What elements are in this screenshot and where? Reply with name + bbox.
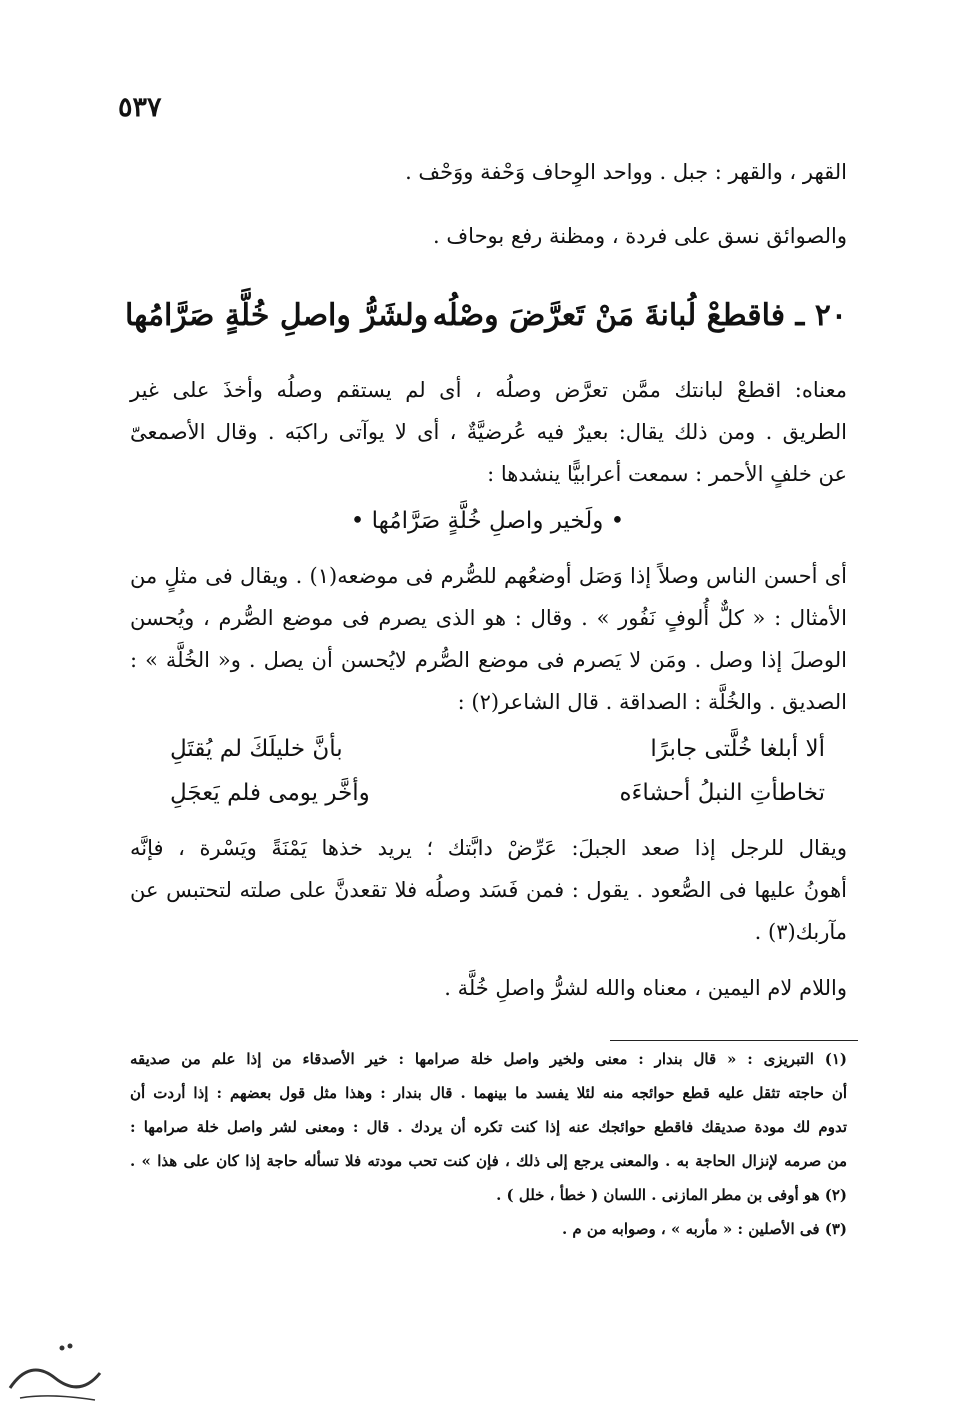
footnote-divider xyxy=(610,1040,858,1041)
verse-heading xyxy=(125,298,847,333)
paragraph-2-line: الأمثال : « كلٌّ أُلوفٍ نَفُور » . وقال : هو الذى يصرم فى موضع الصُّرم ، ويُحسن xyxy=(130,606,847,630)
library-stamp-logo xyxy=(0,1318,120,1418)
verse-second-hemistich: ولشَرُّ واصلِ خُلَّةٍ صَرَّامُها xyxy=(125,298,429,333)
quoted-verse: • ولَخير واصلِ خُلَّةٍ صَرَّامُها • xyxy=(350,508,625,534)
page-number: ٥٣٧ xyxy=(118,92,162,123)
poem-second-hemistich: وأخَّر يومى فلم يَعجَلِ xyxy=(170,780,370,806)
footnote-line: (٢) هو أوفى بن مطر المازنى . اللسان ( خطأ ، خلل ) . xyxy=(496,1186,847,1204)
paragraph-3-line: مآربك(٣) . xyxy=(754,920,847,944)
top-line-2: والصوائق نسق على فردة ، ومظنة رفع بوحاف . xyxy=(433,224,847,248)
verse-number: ٢٠ ـ xyxy=(795,298,847,333)
paragraph-4-line: واللام لام اليمين ، معناه والله لشرُّ واصلِ خُلَّة . xyxy=(444,976,847,1000)
paragraph-2-line: الوصلَ إذا وصل . ومَن لا يَصرم فى موضع الصُّرم لايُحسن أن يصل . و« الخُلَّة » : xyxy=(130,648,847,672)
paragraph-3-line: أهونُ عليها فى الصُّعود . يقول : فمن فَسَد وصلُه فلا تقعدنَّ على صلته لتحتبس عن xyxy=(130,878,847,902)
poem-line xyxy=(170,780,825,806)
footnote-line: من صرمه لإنزال الحاجة به . والمعنى يرجع إلى ذلك ، فإن كنت تحب مودته فلا تسأله حاجة إذا كان على هذا » . xyxy=(130,1152,847,1170)
paragraph-2-line: الصديق . والخُلَّة : الصداقة . قال الشاعر(٢) : xyxy=(457,690,847,714)
footnote-line: (١) التبريزى : « قال بندار : معنى ولخير واصل خلة صرامها : خير الأصدقاء من إذا علم من صديقه xyxy=(130,1050,847,1068)
poem-first-hemistich: تخاطأتِ النبلُ أحشاءَه xyxy=(619,780,825,806)
footnote-line: (٣) فى الأصلين : « مأربه » ، وصوابه من م . xyxy=(561,1220,847,1238)
paragraph-1-line: معناه: اقطعْ لبانتك ممَّن تعرَّض وصلُه ، أى لم يستقم وصلُه وأخذَ على غير xyxy=(130,378,847,402)
paragraph-2-line: أى أحسن الناس وصلاً إذا وَصَل أوضعُهم للصُّرم فى موضعه(١) . ويقال فى مثلٍ من xyxy=(130,564,848,588)
poem-first-hemistich: ألا أبلغا خُلَّتى جابرًا xyxy=(650,736,825,762)
stamp-flourish-icon xyxy=(0,1318,120,1418)
paragraph-1-line: عن خلفٍ الأحمر : سمعت أعرابيًّا ينشدها : xyxy=(487,462,847,486)
poem-line xyxy=(170,736,825,762)
top-line-1: القهر ، والقهر : جبل . وواحد الوِحاف وَحْفة ووَحْف . xyxy=(405,160,847,184)
footnote-line: أن حاجته تثقل عليه قطع حوائجه منه لئلا يفسد ما بينهما . قال بندار : وهذا مثل قول بعضهم : إذا أردت أن xyxy=(130,1084,847,1102)
paragraph-3-line: ويقال للرجل إذا صعد الجبلَ: عَرِّضْ دابَّتك ؛ يريد خذها يَمْنَةً ويَسْرة ، فإنَّه xyxy=(130,836,847,860)
paragraph-1-line: الطريق . ومن ذلك يقال: بعيرٌ فيه عُرضيَّةٌ ، أى لا يوآتى راكبَه . وقال الأصمعىّ xyxy=(130,420,847,444)
verse-number-and-first-hemistich xyxy=(433,298,847,333)
footnote-line: تدوم لك مودة صديقك فاقطع حوائجك عنه إذا كنت تكره أن يردك . قال : ومعنى لشر واصل خلة صرامها : xyxy=(130,1118,847,1136)
verse-first-hemistich: فاقطعْ لُبانةَ مَنْ تَعرَّضَ وصْلُه xyxy=(432,298,786,333)
poem-second-hemistich: بأنَّ خليلَكَ لم يُقتَلِ xyxy=(170,736,343,762)
